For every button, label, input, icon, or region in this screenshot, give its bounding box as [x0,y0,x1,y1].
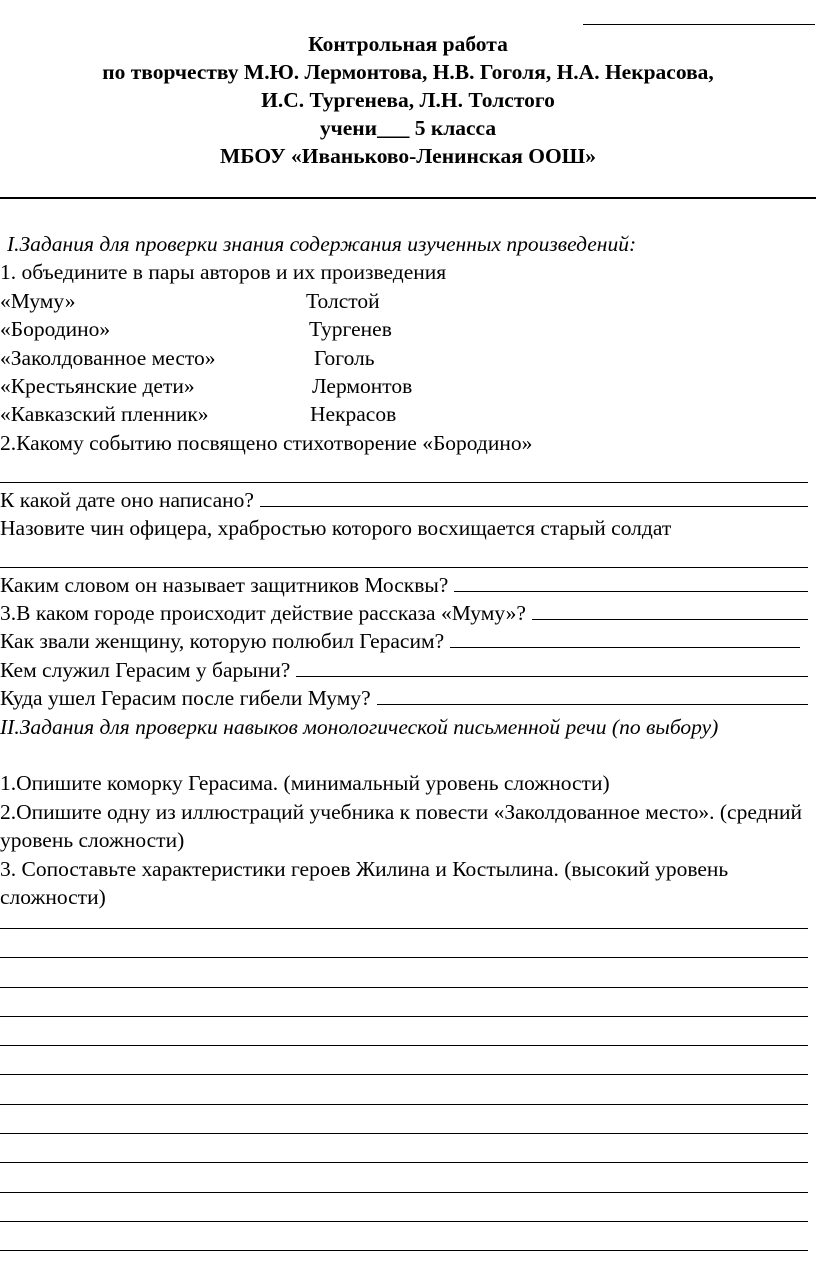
signature-line[interactable] [583,24,815,25]
writing-lines[interactable] [0,928,808,1280]
document-header [0,30,816,170]
question-word [0,571,816,599]
pair-row [0,400,816,428]
pair-row [0,372,816,400]
writing-line[interactable] [0,1045,808,1074]
writing-line[interactable] [0,957,808,986]
question-date [0,486,816,514]
pair-row [0,344,816,372]
writing-line[interactable] [0,1192,808,1221]
writing-line[interactable] [0,1104,808,1133]
author-name: Лермонтов [312,373,413,398]
header-authors: И.С. Тургенева, Л.Н. Толстого [261,88,555,112]
answer-line[interactable] [0,542,816,570]
writing-line[interactable] [0,1162,808,1191]
writing-line[interactable] [0,1133,808,1162]
section1-title: I.Задания для проверки знания содержания изученных произведений: [7,232,637,256]
pair-row [0,287,816,315]
answer-field[interactable] [260,486,808,507]
work-name: «Крестьянские дети» [0,373,195,398]
writing-line[interactable] [0,987,808,1016]
question-service [0,656,816,684]
header-grade: учени___ 5 класса [319,116,497,140]
work-name: «Муму» [0,288,76,313]
option-2: 2.Опишите одну из иллюстраций учебника к повести «Заколдованное место». (средний уровень сложности) [0,799,803,853]
question-text: Как звали женщину, которую полюбил Герасим? [0,629,445,654]
task1-text: 1. объедините в пары авторов и их произведения [0,260,447,285]
writing-line[interactable] [0,1250,808,1279]
question-city [0,599,816,627]
test-body [0,230,816,911]
writing-line[interactable] [0,928,808,957]
option-3: 3. Сопоставьте характеристики героев Жилина и Костылина. (высокий уровень сложности) [0,856,729,910]
question-went [0,684,816,712]
task2-text: 2.Какому событию посвящено стихотворение «Бородино» [0,430,533,455]
option-1: 1.Опишите коморку Герасима. (минимальный уровень сложности) [0,771,610,796]
author-name: Толстой [306,288,380,313]
writing-line[interactable] [0,1221,808,1250]
question-text: Кем служил Герасим у барыни? [0,657,291,682]
question-officer: Назовите чин офицера, храбростью которого восхищается старый солдат [0,515,672,540]
header-divider [0,197,816,199]
answer-field[interactable] [296,656,808,677]
answer-field[interactable] [377,684,808,705]
author-name: Некрасов [310,402,397,427]
work-name: «Бородино» [0,317,111,342]
answer-field[interactable] [450,627,800,648]
question-text: 3.В каком городе происходит действие рассказа «Муму»? [0,601,526,626]
writing-line[interactable] [0,1074,808,1103]
section2-title: II.Задания для проверки навыков монологической письменной речи (по выбору) [0,714,719,739]
question-text: Куда ушел Герасим после гибели Муму? [0,686,371,711]
answer-line[interactable] [0,457,816,485]
header-title: Контрольная работа [308,32,508,56]
author-name: Гоголь [314,345,375,370]
header-school: МБОУ «Иваньково-Ленинская ООШ» [219,144,597,168]
answer-field[interactable] [454,571,808,592]
question-woman [0,627,816,655]
question-text: К какой дате оно написано? [0,487,254,512]
pair-row [0,315,816,343]
answer-field[interactable] [532,599,808,620]
author-name: Тургенев [309,317,392,342]
question-text: Каким словом он называет защитников Москвы? [0,572,449,597]
writing-line[interactable] [0,1016,808,1045]
work-name: «Кавказский пленник» [0,402,209,427]
work-name: «Заколдованное место» [0,345,216,370]
header-subtitle: по творчеству М.Ю. Лермонтова, Н.В. Гоголя, Н.А. Некрасова, [102,60,714,84]
